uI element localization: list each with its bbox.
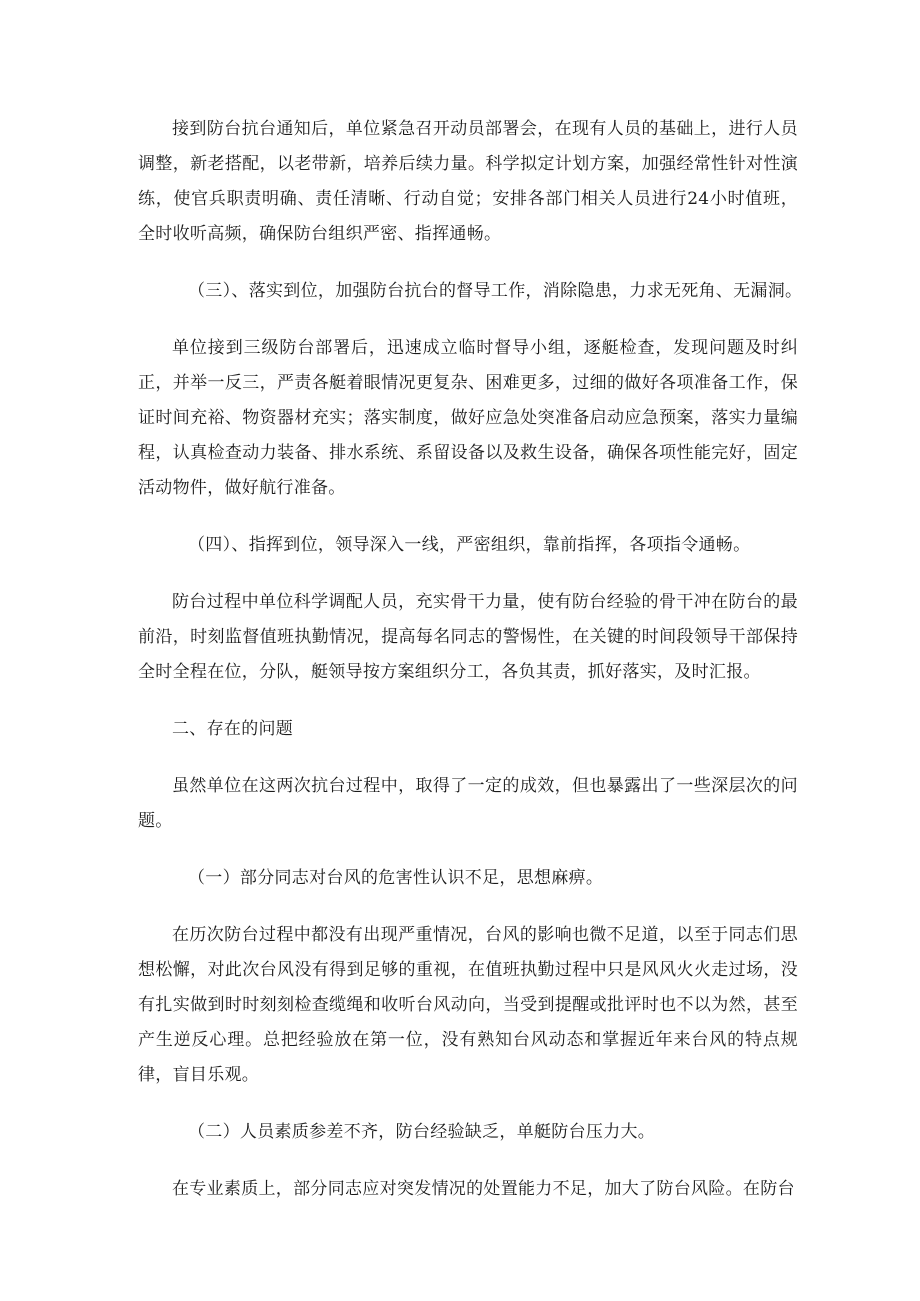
paragraph-command: 防台过程中单位科学调配人员，充实骨干力量，使有防台经验的骨干冲在防台的最前沿，时刻监督值班执勤情况，提高每名同志的警惕性，在关键的时间段领导干部保持全时全程在位，分队，艇领导按方案组织分工，各负其责，抓好落实，及时汇报。 <box>138 592 798 682</box>
heading-command: （四）、指挥到位，领导深入一线，严密组织，靠前指挥，各项指令通畅。 <box>188 535 751 555</box>
paragraph-problems-intro: 虽然单位在这两次抗台过程中，取得了一定的成效，但也暴露出了一些深层次的问题。 <box>138 776 798 831</box>
heading-supervision: （三）、落实到位，加强防台抗台的督导工作，消除隐患，力求无死角、无漏洞。 <box>188 281 803 301</box>
paragraph-personnel: 在专业素质上，部分同志应对突发情况的处置能力不足，加大了防台风险。在防台 <box>172 1179 795 1199</box>
heading-personnel: （二）人员素质参差不齐，防台经验缺乏，单艇防台压力大。 <box>188 1122 656 1142</box>
paragraph-awareness: 在历次防台过程中都没有出现严重情况，台风的影响也微不足道，以至于同志们思想松懈，对此次台风没有得到足够的重视，在值班执勤过程中只是风风火火走过场，没有扎实做到时时刻刻检查缆绳和收听台风动向，当受到提醒或批评时也不以为然，甚至产生逆反心理。总把经验放在第一位，没有熟知台风动态和掌握近年来台风的特点规律，盲目乐观。 <box>138 925 798 1085</box>
heading-awareness: （一）部分同志对台风的危害性认识不足，思想麻痹。 <box>188 868 604 888</box>
document-page <box>138 112 803 1207</box>
paragraph-supervision: 单位接到三级防台部署后，迅速成立临时督导小组，逐艇检查，发现问题及时纠正，并举一反三，严责各艇着眼情况更复杂、困难更多，过细的做好各项准备工作，保证时间充裕、物资器材充实；落实制度，做好应急处突准备启动应急预案，落实力量编程，认真检查动力装备、排水系统、系留设备以及救生设备，确保各项性能完好，固定活动物件，做好航行准备。 <box>138 338 798 498</box>
paragraph-mobilization: 接到防台抗台通知后，单位紧急召开动员部署会，在现有人员的基础上，进行人员调整，新老搭配，以老带新，培养后续力量。科学拟定计划方案，加强经常性针对性演练，使官兵职责明确、责任清晰、行动自觉；安排各部门相关人员进行24小时值班，全时收听高频，确保防台组织严密、指挥通畅。 <box>138 119 798 244</box>
section-title-problems: 二、存在的问题 <box>172 719 294 739</box>
